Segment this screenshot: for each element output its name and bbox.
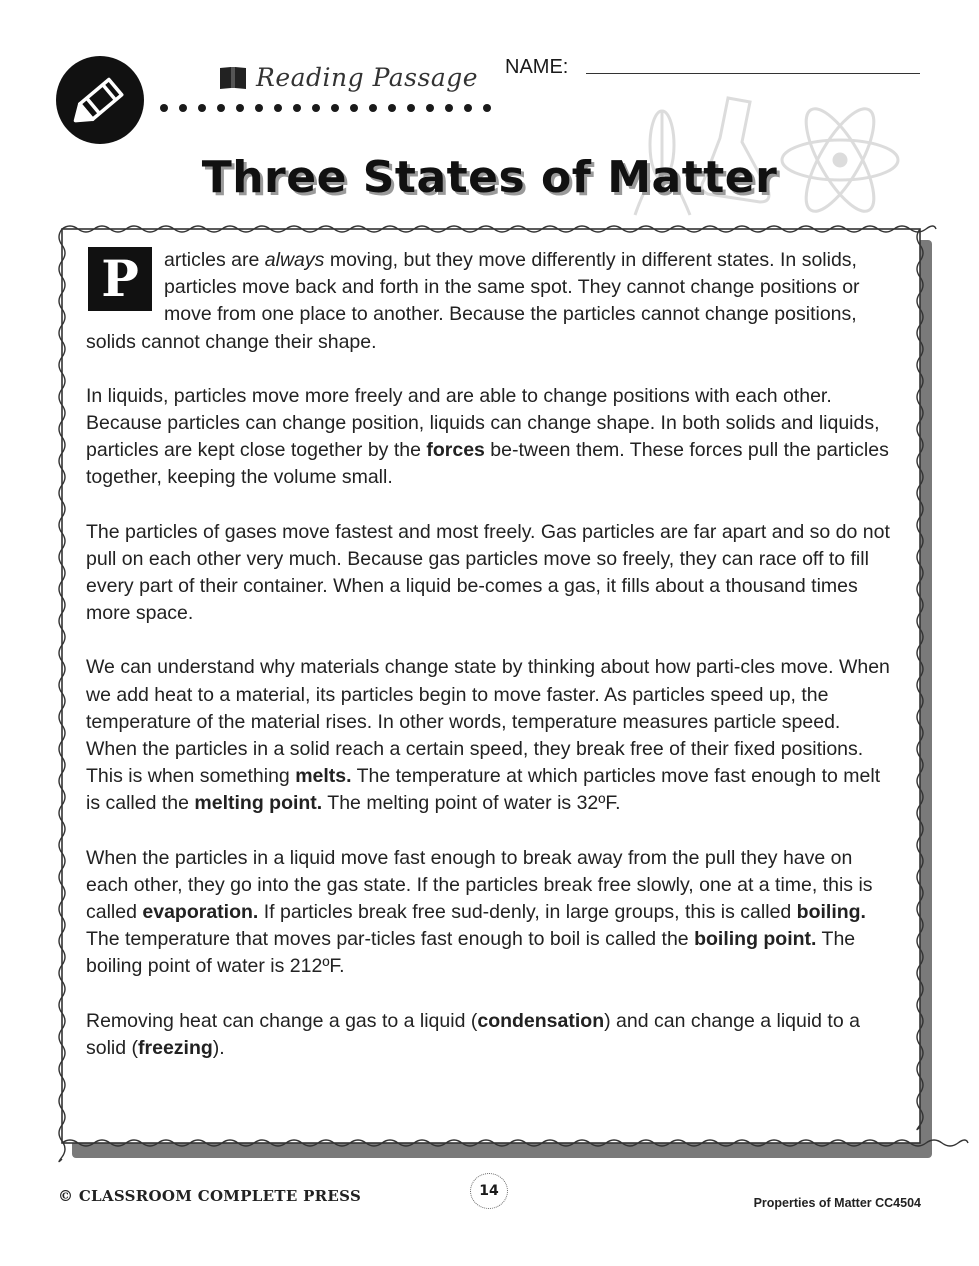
drop-cap: P	[88, 247, 152, 311]
term-melting-point: melting point.	[194, 792, 323, 815]
paragraph-2: In liquids, particles move more freely and are able to change positions with each other. Because particles can change position, liquids can change shape. In both solids and liquids, particles are kept close together by the forces be-tween them. These forces pull the particles together, keeping the volume small.	[86, 384, 889, 489]
section-label-text: Reading Passage	[256, 62, 479, 92]
term-condensation: condensation	[477, 1009, 605, 1032]
term-boiling-point: boiling point.	[694, 928, 817, 951]
paragraph-5: When the particles in a liquid move fast enough to break away from the pull they have on each other, they go into the gas state. If the particles break free slowly, one at a time, this is called evaporation. If particles break free sud-denly, in large groups, this is called boiling. The temperature that moves par-ticles fast enough to boil is called the boiling point. The boiling point of water is 212ºF.	[86, 846, 873, 978]
term-freezing: freezing	[138, 1036, 213, 1059]
term-boiling: boiling.	[796, 901, 866, 924]
name-label: NAME:	[505, 56, 569, 78]
book-code: Properties of Matter CC4504	[753, 1196, 921, 1210]
page-number: 14	[470, 1173, 508, 1209]
term-evaporation: evaporation.	[142, 901, 259, 924]
paragraph-4: We can understand why materials change state by thinking about how parti-cles move. When we add heat to a material, its particles begin to move faster. As particles speed up, the temperature of the material rises. In other words, temperature measures particle speed. When the particles in a solid reach a certain speed, they break free of their fixed positions. This is when something melts. The temperature at which particles move fast enough to melt is called the melting point. The melting point of water is 32ºF.	[86, 656, 890, 815]
paragraph-1: P articles are always moving, but they move differently in different states. In solids, particles move back and forth in the same spot. They cannot change positions or move from one place to another. Because the particles cannot change positions, solids cannot change their shape.	[86, 249, 860, 353]
publisher-credit: © CLASSROOM COMPLETE PRESS	[58, 1187, 362, 1205]
page-title: Three States of Matter	[201, 152, 778, 203]
term-melts: melts.	[295, 765, 352, 788]
reading-passage	[86, 247, 892, 1089]
paragraph-3: The particles of gases move fastest and most freely. Gas particles are far apart and so do not pull on each other very much. Because gas particles move so freely, they can race off to fill every part of their container. When a liquid be-comes a gas, it fills about a thousand times more space.	[86, 520, 890, 625]
term-forces: forces	[426, 439, 485, 462]
paragraph-6: Removing heat can change a gas to a liquid (condensation) and can change a liquid to a solid (freezing).	[86, 1009, 860, 1059]
